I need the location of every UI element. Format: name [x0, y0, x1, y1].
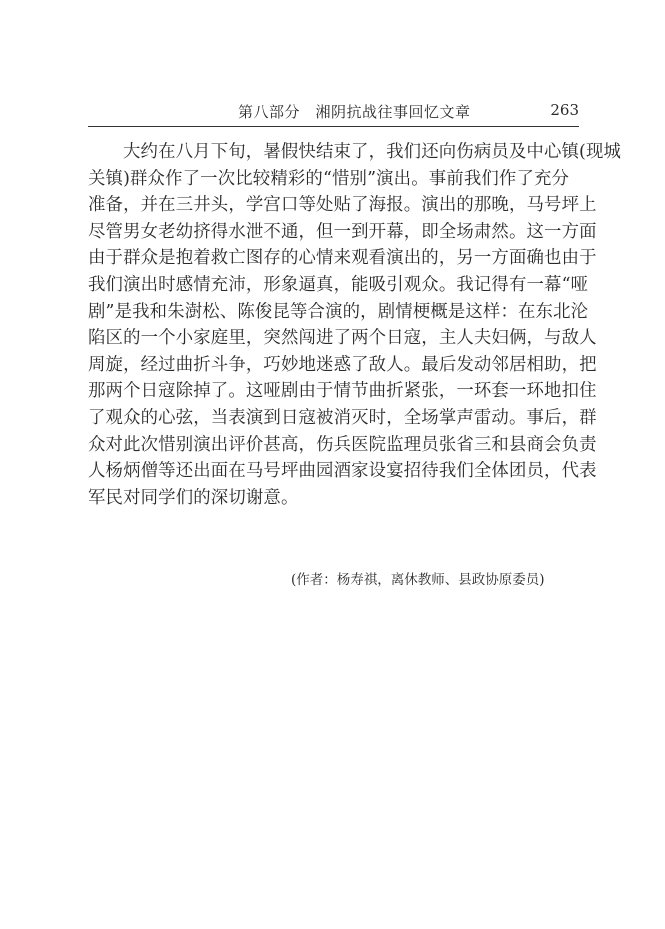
- text-line: 陷区的一个小家庭里，突然闯进了两个日寇，主人夫妇俩，与敌人: [88, 328, 597, 349]
- author-note: (作者：杨寿祺，离休教师、县政协原委员): [291, 572, 545, 588]
- text-line: 关镇)群众作了一次比较精彩的“惜别”演出。事前我们作了充分: [88, 168, 570, 189]
- text-line: 我们演出时感情充沛，形象逼真，能吸引观众。我记得有一幕“哑: [88, 274, 589, 295]
- page-number: 263: [550, 101, 579, 119]
- text-line: 那两个日寇除掉了。这哑剧由于情节曲折紧张，一环套一环地扣住: [88, 381, 597, 402]
- text-line: 了观众的心弦，当表演到日寇被消灭时，全场掌声雷动。事后，群: [88, 407, 597, 428]
- text-line: 剧”是我和朱澍松、陈俊昆等合演的，剧情梗概是这样：在东北沦: [88, 301, 589, 322]
- text-line: 众对此次惜别演出评价甚高，伤兵医院监理员张省三和县商会负责: [88, 434, 597, 455]
- text-line: 准备，并在三井头，学宫口等处贴了海报。演出的那晚，马号坪上: [88, 195, 597, 216]
- text-line: 尽管男女老幼挤得水泄不通，但一到开幕，即全场肃然。这一方面: [88, 221, 597, 242]
- running-header: [88, 101, 579, 123]
- section-title: 第八部分 湘阴抗战往事回忆文章: [238, 103, 471, 121]
- text-line: 由于群众是抱着救亡图存的心情来观看演出的，另一方面确也由于: [88, 248, 597, 269]
- text-line: 军民对同学们的深切谢意。: [88, 487, 299, 508]
- text-line: 人杨炳僧等还出面在马号坪曲园酒家设宴招待我们全体团员，代表: [88, 461, 597, 482]
- article-body: [88, 139, 622, 511]
- text-line: 周旋，经过曲折斗争，巧妙地迷惑了敌人。最后发动邻居相助，把: [88, 354, 597, 375]
- text-line: 大约在八月下旬，暑假快结束了，我们还向伤病员及中心镇(现城: [123, 142, 622, 162]
- header-rule: [88, 126, 579, 127]
